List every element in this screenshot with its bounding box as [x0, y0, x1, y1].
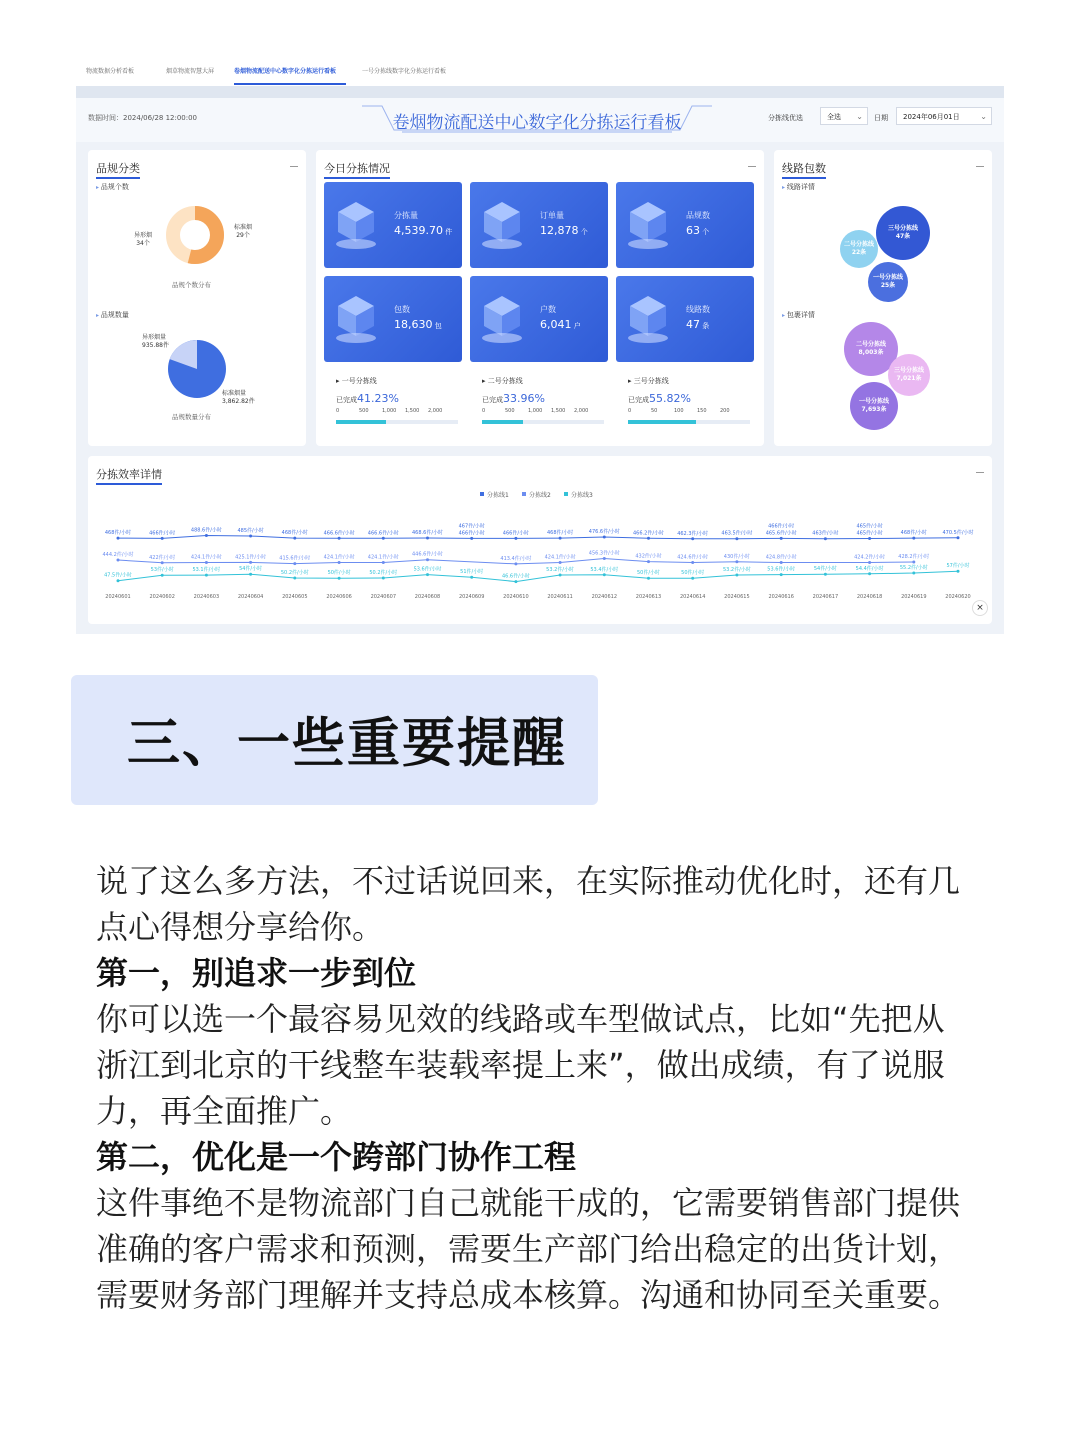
- data-label: 466.6件/小时: [367, 530, 399, 537]
- chevron-down-icon: ⌄: [856, 112, 863, 121]
- dashboard-screenshot: [76, 54, 1004, 634]
- data-label: 468件/小时: [900, 530, 927, 537]
- x-tick-label: 20240608: [414, 594, 441, 600]
- data-point: [382, 537, 385, 540]
- active-tab-indicator: [234, 83, 346, 85]
- data-point: [249, 573, 252, 576]
- data-label: 53.4件/小时: [590, 566, 619, 573]
- efficiency-panel: [88, 456, 992, 624]
- data-point: [249, 561, 252, 564]
- legend-swatch: [522, 492, 526, 496]
- data-point: [338, 537, 341, 540]
- line-filter-value: 全选: [827, 113, 841, 121]
- data-label: 432件/小时: [635, 553, 662, 560]
- panel-collapse-icon[interactable]: [748, 166, 756, 167]
- progress-track: [482, 420, 604, 424]
- data-point: [647, 577, 650, 580]
- data-point: [205, 574, 208, 577]
- kpi-card: [616, 276, 754, 362]
- tab-smart-screen[interactable]: 烟草物流智慧大屏: [166, 68, 215, 75]
- data-label: 413.4件/小时: [500, 555, 532, 562]
- x-tick-label: 20240615: [724, 594, 750, 600]
- panel-collapse-icon[interactable]: [290, 166, 298, 167]
- line-done: 已完成33.96%: [482, 392, 545, 405]
- line-name: ▸ 二号分拣线: [482, 377, 523, 385]
- qty-caption: 品规数量分布: [172, 413, 211, 421]
- qty-label-standard: 标准烟量 3,862.82件: [222, 390, 255, 405]
- tick-label: 1,000: [382, 408, 397, 414]
- data-label: 468件/小时: [281, 530, 308, 537]
- tick-label: 1,500: [551, 408, 566, 414]
- data-point: [691, 561, 694, 564]
- data-point: [603, 557, 606, 560]
- chevron-down-icon: ⌄: [980, 112, 987, 121]
- line-filter-select[interactable]: [820, 107, 868, 125]
- data-point: [382, 561, 385, 564]
- line-name: ▸ 一号分拣线: [336, 377, 377, 385]
- data-label: 424.1件/小时: [190, 554, 222, 561]
- tick-label: 2,000: [428, 408, 443, 414]
- legend-label: 分拣线3: [571, 492, 593, 499]
- data-point: [912, 572, 915, 575]
- data-point: [161, 574, 164, 577]
- data-point: [293, 562, 296, 565]
- data-label: 47.5件/小时: [104, 572, 132, 579]
- legend-label: 分拣线1: [487, 492, 509, 499]
- kpi-card: [616, 182, 754, 268]
- kpi-value: 12,878 个: [540, 224, 588, 237]
- data-label: 485件/小时: [237, 528, 264, 534]
- data-point: [161, 537, 164, 540]
- x-tick-label: 20240611: [547, 594, 573, 600]
- kpi-value: 63 个: [686, 224, 710, 237]
- tick-label: 2,000: [574, 408, 589, 414]
- data-point: [161, 561, 164, 564]
- data-point: [426, 558, 429, 561]
- isometric-box-icon: [626, 292, 670, 344]
- line-ticks: [628, 408, 748, 416]
- article-paragraph-1: 你可以选一个最容易见效的线路或车型做试点，比如“先把从浙江到北京的干线整车装载率提上来”，做出成绩，有了说服力，再全面推广。: [96, 1000, 945, 1130]
- count-subtitle: ▸ 品规个数: [96, 182, 129, 192]
- tick-label: 500: [505, 408, 515, 414]
- route-bubble: 二号分拣线 22条: [840, 230, 878, 268]
- data-label: 46.6件/小时: [501, 573, 530, 580]
- count-label-standard: 标准烟 29个: [234, 224, 253, 239]
- package-bubble: 二号分拣线 8,003条: [844, 322, 898, 376]
- data-label: 55.2件/小时: [899, 565, 928, 571]
- close-icon[interactable]: ×: [972, 600, 988, 616]
- package-detail-subtitle: ▸ 包裹详情: [782, 310, 815, 320]
- data-point: [426, 573, 429, 576]
- data-label: 466件/小时: [502, 530, 530, 537]
- data-label: 50件/小时: [681, 570, 705, 577]
- data-point: [868, 561, 871, 564]
- tick-label: 100: [674, 408, 684, 414]
- data-label: 465件/小时: [856, 523, 883, 530]
- route-bubble: 一号分拣线 25条: [868, 262, 908, 302]
- section-banner: [71, 675, 598, 805]
- article-body: [96, 858, 976, 1318]
- line-progress-2: [472, 376, 612, 436]
- x-tick-label: 20240617: [812, 594, 839, 600]
- isometric-box-icon: [480, 198, 524, 250]
- line-done: 已完成55.82%: [628, 392, 691, 405]
- data-point: [426, 537, 429, 540]
- data-point: [868, 572, 871, 575]
- data-point: [735, 537, 738, 540]
- legend-swatch: [480, 492, 484, 496]
- progress-fill: [482, 420, 523, 424]
- data-label: 468件/小时: [104, 530, 132, 537]
- section-title: 三、一些重要提醒: [127, 713, 567, 774]
- x-tick-label: 20240602: [149, 594, 175, 600]
- x-tick-label: 20240603: [193, 594, 220, 600]
- kpi-label: 包数: [394, 305, 410, 314]
- dashboard-title: 卷烟物流配送中心数字化分拣运行看板: [392, 113, 682, 133]
- data-point: [205, 534, 208, 537]
- data-label: 50件/小时: [636, 570, 661, 577]
- data-point: [647, 560, 650, 563]
- data-timestamp: 数据时间：2024/06/28 12:00:00: [88, 114, 198, 122]
- data-label: 53.1件/小时: [192, 567, 221, 574]
- x-tick-label: 20240614: [679, 594, 706, 600]
- x-tick-label: 20240619: [901, 594, 927, 600]
- qty-label-irregular: 异形烟量 935.88件: [142, 334, 169, 349]
- route-detail-subtitle: ▸ 线路详情: [782, 182, 815, 192]
- data-label: 465件/小时: [856, 530, 883, 537]
- tab-line1-dashboard[interactable]: 一号分拣线数字化分拣运行看板: [362, 68, 447, 75]
- data-point: [559, 574, 562, 577]
- data-label: 466.6件/小时: [323, 530, 355, 537]
- x-tick-label: 20240609: [458, 594, 485, 600]
- kpi-value: 47 条: [686, 318, 710, 331]
- data-label: 467件/小时: [458, 523, 485, 530]
- data-point: [603, 573, 606, 576]
- dashboard-header: [76, 98, 1004, 142]
- data-point: [912, 537, 915, 540]
- package-bubble: 三号分拣线 7,021条: [888, 354, 930, 396]
- x-tick-label: 20240620: [945, 594, 971, 600]
- tick-label: 0: [628, 408, 632, 414]
- article-heading-2: 第二，优化是一个跨部门协作工程: [96, 1138, 577, 1176]
- kpi-label: 品规数: [686, 211, 710, 220]
- title-frame: [362, 102, 712, 134]
- data-label: 54件/小时: [239, 566, 263, 573]
- data-label: 444.2件/小时: [102, 552, 134, 558]
- tick-label: 50: [651, 408, 658, 414]
- data-label: 57件/小时: [946, 563, 970, 570]
- isometric-box-icon: [480, 292, 524, 344]
- kpi-label: 分拣量: [394, 211, 418, 220]
- data-point: [205, 561, 208, 564]
- isometric-box-icon: [334, 292, 378, 344]
- line-progress-1: [326, 376, 466, 436]
- data-point: [957, 570, 960, 573]
- qty-subtitle: ▸ 品规数量: [96, 310, 129, 320]
- data-point: [117, 559, 120, 562]
- category-panel: [88, 150, 306, 446]
- data-point: [249, 535, 252, 538]
- line-done: 已完成41.23%: [336, 392, 399, 405]
- data-label: 424.1件/小时: [323, 554, 355, 561]
- tick-label: 0: [482, 408, 486, 414]
- data-point: [559, 537, 562, 540]
- kpi-value: 6,041 户: [540, 318, 581, 331]
- data-label: 54.4件/小时: [855, 565, 884, 572]
- kpi-value: 4,539.70 件: [394, 224, 453, 237]
- tick-label: 0: [336, 408, 340, 414]
- data-label: 463.5件/小时: [721, 530, 753, 537]
- legend-swatch: [564, 492, 568, 496]
- data-label: 466.2件/小时: [633, 530, 664, 537]
- data-point: [824, 537, 827, 540]
- data-point: [514, 580, 517, 583]
- package-bubble: 一号分拣线 7,693条: [850, 382, 898, 430]
- x-tick-label: 20240618: [856, 594, 883, 600]
- x-tick-label: 20240613: [635, 594, 662, 600]
- data-label: 463件/小时: [812, 530, 839, 537]
- data-point: [780, 561, 783, 564]
- data-point: [117, 579, 120, 582]
- data-label: 53.6件/小时: [413, 566, 442, 573]
- kpi-card: [470, 276, 608, 362]
- data-point: [603, 536, 606, 539]
- data-point: [514, 537, 517, 540]
- data-point: [780, 573, 783, 576]
- data-point: [868, 537, 871, 540]
- progress-fill: [336, 420, 386, 424]
- data-point: [338, 561, 341, 564]
- tab-bar: [76, 54, 1004, 86]
- tick-label: 150: [697, 408, 707, 414]
- data-point: [957, 536, 960, 539]
- series-line-3: [118, 571, 958, 581]
- kpi-card: [324, 276, 462, 362]
- data-point: [470, 537, 473, 540]
- kpi-label: 户数: [540, 305, 556, 314]
- data-label: 53.2件/小时: [722, 567, 751, 573]
- data-label: 424.2件/小时: [854, 554, 886, 561]
- data-point: [293, 577, 296, 580]
- data-label: 50.2件/小时: [369, 570, 398, 576]
- efficiency-line-chart: [88, 456, 992, 624]
- progress-track: [628, 420, 750, 424]
- kpi-value: 18,630 包: [394, 318, 442, 331]
- line-name: ▸ 三号分拣线: [628, 377, 669, 385]
- kpi-card: [470, 182, 608, 268]
- data-point: [338, 577, 341, 580]
- data-label: 476.6件/小时: [588, 529, 620, 535]
- tick-label: 1,000: [528, 408, 543, 414]
- data-label: 415.6件/小时: [279, 555, 311, 562]
- x-tick-label: 20240605: [282, 594, 308, 600]
- data-label: 425.1件/小时: [235, 554, 267, 561]
- tab-logistics-analysis[interactable]: 物流数据分析看板: [86, 68, 135, 75]
- x-tick-label: 20240606: [326, 594, 352, 600]
- data-label: 424.1件/小时: [367, 554, 399, 561]
- data-point: [559, 561, 562, 564]
- data-point: [470, 576, 473, 579]
- data-point: [514, 562, 517, 565]
- data-label: 446.6件/小时: [412, 551, 443, 558]
- data-label: 53.2件/小时: [546, 567, 575, 573]
- isometric-box-icon: [626, 198, 670, 250]
- data-label: 53.6件/小时: [767, 566, 796, 573]
- data-label: 54件/小时: [813, 566, 837, 573]
- tick-label: 1,500: [405, 408, 420, 414]
- kpi-label: 线路数: [686, 305, 710, 314]
- data-point: [691, 577, 694, 580]
- divider: [76, 86, 1004, 98]
- data-label: 470.5件/小时: [942, 529, 974, 536]
- data-point: [735, 574, 738, 577]
- data-point: [117, 537, 120, 540]
- x-tick-label: 20240612: [591, 594, 618, 600]
- data-point: [293, 537, 296, 540]
- category-panel-title: 品规分类: [96, 160, 140, 179]
- data-label: 53件/小时: [150, 567, 174, 574]
- kpi-label: 订单量: [540, 211, 564, 220]
- count-label-irregular: 异形烟 34个: [134, 232, 153, 247]
- data-label: 456.3件/小时: [588, 550, 620, 557]
- legend-label: 分拣线2: [529, 492, 551, 499]
- date-value: 2024年06月01日: [903, 113, 960, 121]
- kpi-card: [324, 182, 462, 268]
- data-label: 424.1件/小时: [544, 554, 576, 561]
- data-label: 50.2件/小时: [280, 570, 309, 576]
- data-point: [691, 537, 694, 540]
- data-label: 430件/小时: [723, 553, 751, 560]
- line-progress-3: [618, 376, 758, 436]
- data-label: 466件/小时: [458, 530, 485, 537]
- panel-collapse-icon[interactable]: [976, 166, 984, 167]
- progress-track: [336, 420, 458, 424]
- today-panel-title: 今日分拣情况: [324, 160, 390, 179]
- tab-sorting-dashboard[interactable]: 卷烟物流配送中心数字化分拣运行看板: [234, 68, 337, 75]
- data-label: 462.3件/小时: [677, 530, 709, 537]
- route-panel-title: 线路包数: [782, 160, 826, 179]
- data-label: 466件/小时: [768, 523, 795, 530]
- article-intro: 说了这么多方法，不过话说回来，在实际推动优化时，还有几点心得想分享给你。: [96, 862, 961, 946]
- isometric-box-icon: [334, 198, 378, 250]
- route-bubble: 三号分拣线 47条: [876, 206, 930, 260]
- progress-fill: [628, 420, 696, 424]
- data-label: 466件/小时: [149, 530, 176, 537]
- x-tick-label: 20240610: [503, 594, 529, 600]
- article-heading-1: 第一，别追求一步到位: [96, 954, 417, 992]
- x-tick-label: 20240604: [237, 594, 264, 600]
- data-label: 428.2件/小时: [898, 554, 930, 560]
- data-label: 422件/小时: [149, 554, 176, 561]
- data-point: [912, 561, 915, 564]
- data-label: 488.6件/小时: [190, 527, 222, 534]
- data-point: [735, 560, 738, 563]
- tick-label: 500: [359, 408, 369, 414]
- article-paragraph-2: 这件事绝不是物流部门自己就能干成的，它需要销售部门提供准确的客户需求和预测，需要生产部门给出稳定的出货计划，需要财务部门理解并支持总成本核算。沟通和协同至关重要。: [96, 1184, 961, 1314]
- data-point: [382, 577, 385, 580]
- data-point: [780, 537, 783, 540]
- data-label: 424.6件/小时: [677, 554, 709, 561]
- data-label: 468件/小时: [546, 530, 574, 537]
- count-donut-chart: [164, 204, 226, 266]
- line-ticks: [482, 408, 602, 416]
- x-tick-label: 20240616: [768, 594, 794, 600]
- qty-pie-chart: [166, 338, 228, 400]
- tick-label: 200: [720, 408, 730, 414]
- data-label: 468.6件/小时: [412, 530, 443, 536]
- data-point: [647, 537, 650, 540]
- date-label: 日期: [874, 114, 888, 122]
- data-label: 50件/小时: [327, 570, 351, 577]
- efficiency-panel-title: 分拣效率详情: [96, 466, 162, 485]
- x-tick-label: 20240601: [105, 594, 131, 600]
- x-tick-label: 20240607: [370, 594, 397, 600]
- data-label: 51件/小时: [460, 569, 484, 576]
- data-point: [824, 573, 827, 576]
- data-label: 424.8件/小时: [765, 554, 797, 561]
- count-caption: 品规个数分布: [172, 281, 211, 289]
- data-label: 465.6件/小时: [765, 530, 797, 537]
- line-filter-label: 分拣线优选: [768, 114, 803, 122]
- date-picker[interactable]: [896, 107, 992, 125]
- line-ticks: [336, 408, 456, 416]
